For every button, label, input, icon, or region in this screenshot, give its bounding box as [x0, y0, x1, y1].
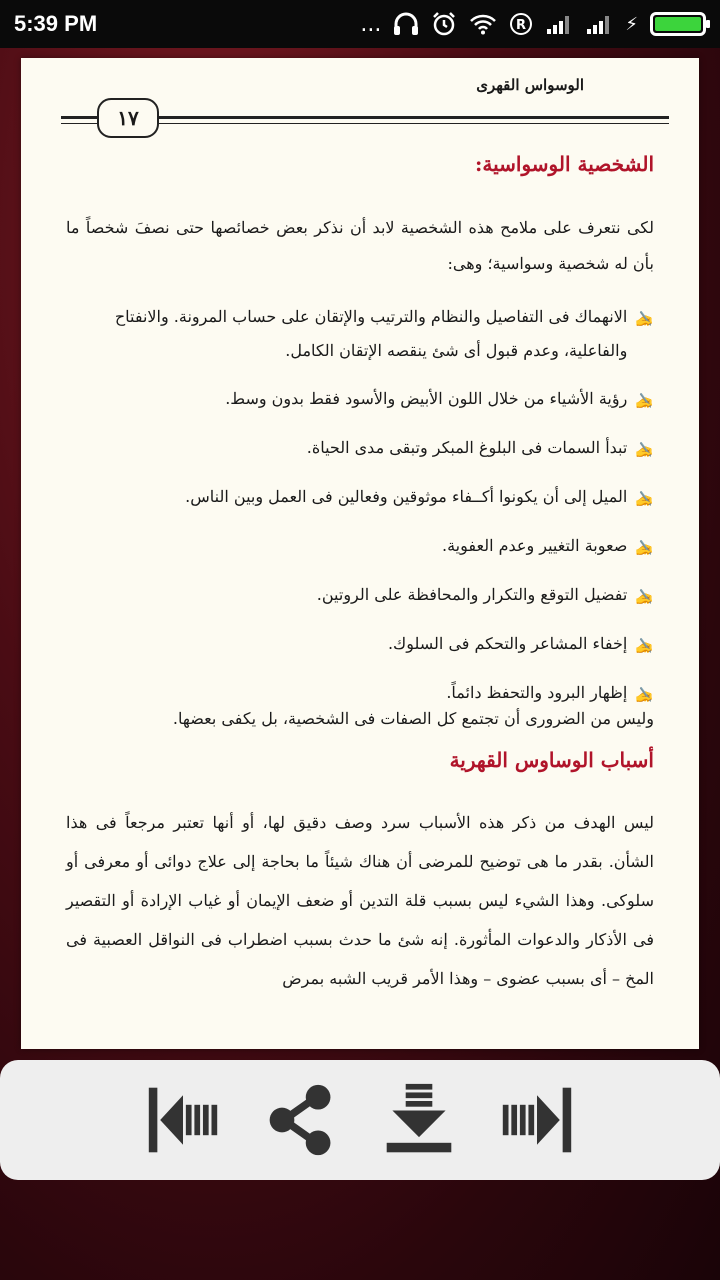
- conclusion-paragraph: وليس من الضرورى أن تجتمع كل الصفات فى الشخصية، بل يكفى بعضها.: [172, 709, 654, 728]
- list-item: ✍ رؤية الأشياء من خلال اللون الأبيض والأسود فقط بدون وسط.: [66, 382, 654, 418]
- status-bar: [0, 0, 720, 48]
- page-number: ١٧: [97, 98, 159, 138]
- share-icon: [263, 1082, 339, 1158]
- list-item: ✍ الميل إلى أن يكونوا أكــفاء موثوقين وفعالين فى العمل وبين الناس.: [66, 480, 654, 516]
- charging-icon: ⚡: [625, 13, 638, 35]
- pen-icon: ✍: [635, 686, 654, 704]
- battery-icon: [650, 12, 706, 36]
- list-item: ✍ الانهماك فى التفاصيل والنظام والترتيب والإتقان على حساب المرونة. والانفتاح والفاعلية، وعدم قبول أى شئ ينقصه الإتقان الكامل.: [66, 300, 654, 368]
- pen-icon: ✍: [635, 539, 654, 557]
- headphones-icon: [393, 12, 419, 36]
- pen-icon: ✍: [635, 310, 654, 328]
- signal-icon-1: [545, 13, 573, 35]
- section-title-causes: أسباب الوساوس القهرية: [449, 748, 654, 772]
- traits-list: [66, 300, 654, 725]
- intro-paragraph: لكى نتعرف على ملامح هذه الشخصية لابد أن نذكر بعض خصائصها حتى نصفَ شخصاً ما بأن له شخصية وسواسية؛ وهى:: [66, 218, 654, 273]
- status-time: 5:39 PM: [14, 11, 98, 36]
- pen-icon: ✍: [635, 637, 654, 655]
- bottom-toolbar: [0, 1060, 720, 1180]
- alarm-icon: [431, 11, 457, 37]
- first-page-arrow-icon: [145, 1082, 221, 1158]
- last-page-arrow-icon: [499, 1082, 575, 1158]
- wifi-icon: [469, 13, 497, 35]
- list-item: ✍ تفضيل التوقع والتكرار والمحافظة على الروتين.: [66, 578, 654, 614]
- share-button[interactable]: [261, 1080, 341, 1160]
- battery-level: [655, 17, 701, 31]
- book-page: [21, 58, 699, 1049]
- pen-icon: ✍: [635, 441, 654, 459]
- list-item: ✍ إخفاء المشاعر والتحكم فى السلوك.: [66, 627, 654, 663]
- roaming-r-icon: [509, 12, 533, 36]
- list-item: ✍ صعوبة التغيير وعدم العفوية.: [66, 529, 654, 565]
- download-button[interactable]: [379, 1080, 459, 1160]
- download-icon: [381, 1082, 457, 1158]
- list-item: ✍ تبدأ السمات فى البلوغ المبكر وتبقى مدى الحياة.: [66, 431, 654, 467]
- roaming-r-label: R: [516, 18, 527, 33]
- section-title-obsessive-personality: الشخصية الوسواسية:: [475, 152, 654, 176]
- list-item: ✍ إظهار البرود والتحفظ دائماً.: [66, 676, 654, 712]
- previous-page-button[interactable]: [143, 1080, 223, 1160]
- more-dots-icon: ...: [360, 11, 382, 37]
- pen-icon: ✍: [635, 490, 654, 508]
- pen-icon: ✍: [635, 588, 654, 606]
- status-icons: [360, 11, 706, 37]
- page-header: الوسواس القهرى: [476, 76, 584, 94]
- pen-icon: ✍: [635, 392, 654, 410]
- next-page-button[interactable]: [497, 1080, 577, 1160]
- signal-icon-2: [585, 13, 613, 35]
- causes-paragraph: ليس الهدف من ذكر هذه الأسباب سرد وصف دقيق لها، أو أنها تعتبر مرجعاً فى هذا الشأن. بقدر ما هى توضيح للمرضى أن هناك شيئاً ما بحاجة إلى علاج دوائى أو معرفى أو سلوكى. وهذا الشيء ليس بسبب قلة التدين أو ضعف الإيمان أو غياب الإرادة أو التقصير فى الأذكار والدعوات المأثورة. إنه شئ ما حدث بسبب اضطراب فى النواقل العصبية فى المخ – أى بسبب عضوى – وهذا الأمر قريب الشبه بمرض: [66, 813, 655, 988]
